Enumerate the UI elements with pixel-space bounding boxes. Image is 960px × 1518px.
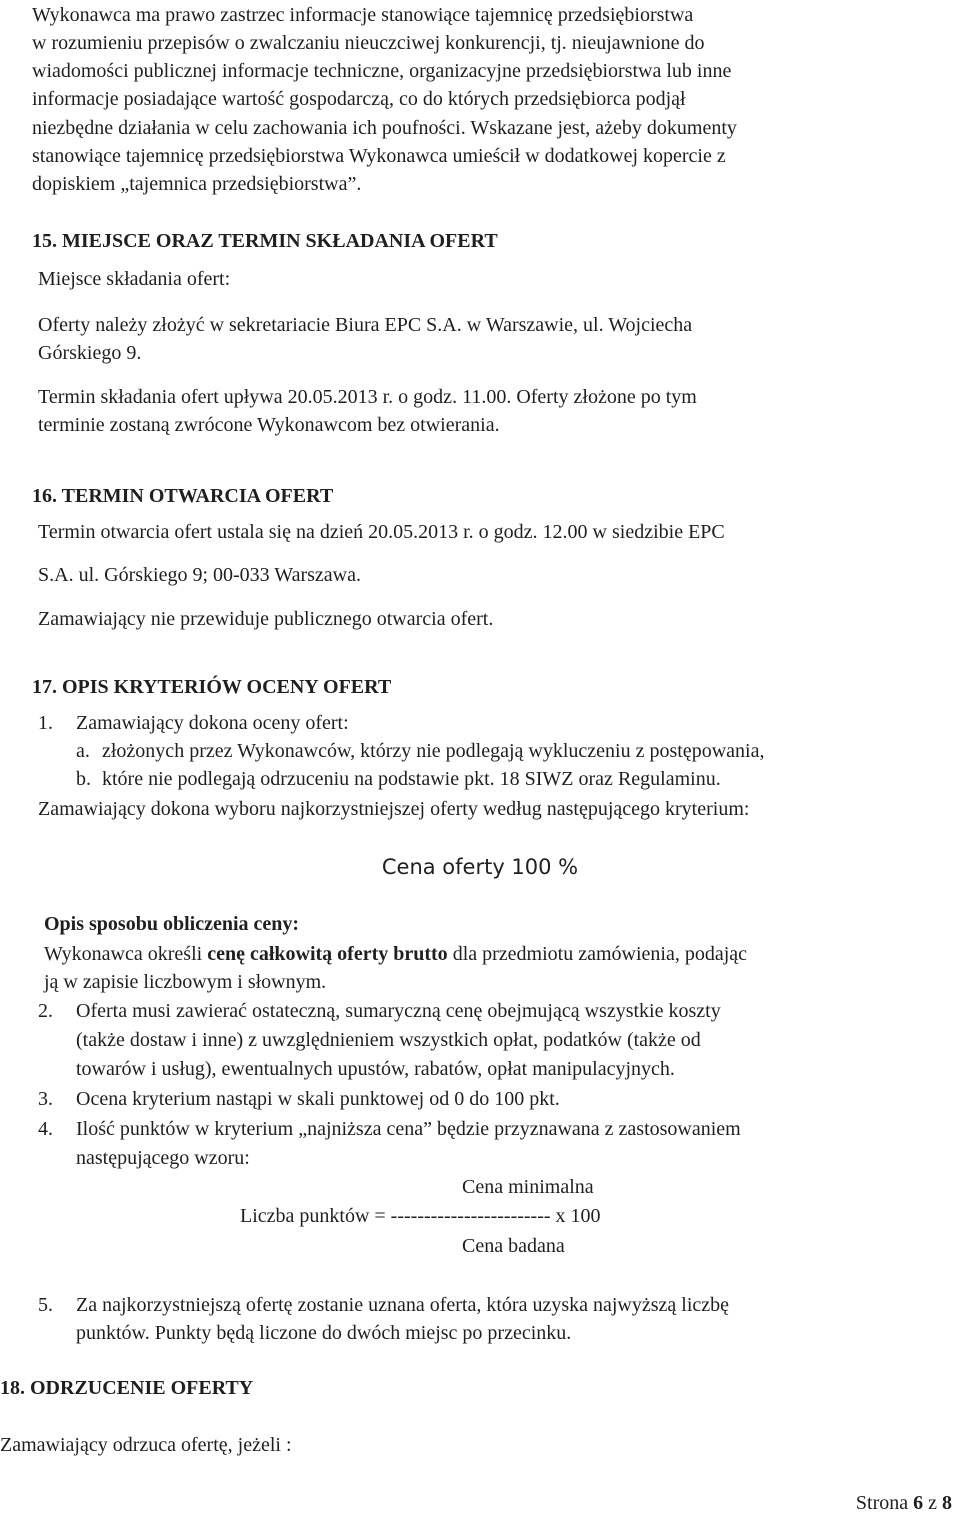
item-1a-letter: a. xyxy=(76,740,90,762)
item-5-line-1: Za najkorzystniejszą ofertę zostanie uznana oferta, która uzyska najwyższą liczbę xyxy=(76,1294,730,1316)
section-15-heading: 15. MIEJSCE ORAZ TERMIN SKŁADANIA OFERT xyxy=(32,230,498,252)
formula-numerator: Cena minimalna xyxy=(462,1176,594,1198)
opening-line-3: Zamawiający nie przewiduje publicznego otwarcia ofert. xyxy=(38,608,494,630)
place-label: Miejsce składania ofert: xyxy=(38,268,231,290)
place-line-2: Górskiego 9. xyxy=(38,342,142,364)
intro-line-5: niezbędne działania w celu zachowania ich poufności. Wskazane jest, ażeby dokumenty xyxy=(32,117,737,139)
item-2-line-1: Oferta musi zawierać ostateczną, sumaryczną cenę obejmującą wszystkie koszty xyxy=(76,1000,721,1022)
page-prefix: Strona xyxy=(855,1492,909,1514)
criterion-label: Cena oferty 100 % xyxy=(381,855,579,879)
item-3-number: 3. xyxy=(38,1088,53,1110)
page-total: 8 xyxy=(942,1492,952,1514)
item-1-text: Zamawiający dokona oceny ofert: xyxy=(76,712,349,734)
intro-line-1: Wykonawca ma prawo zastrzec informacje stanowiące tajemnicę przedsiębiorstwa xyxy=(32,4,694,26)
page-separator: z xyxy=(928,1492,937,1514)
item-1b-text: które nie podlegają odrzuceniu na podstawie pkt. 18 SIWZ oraz Regulaminu. xyxy=(102,768,721,790)
intro-line-6: stanowiące tajemnicę przedsiębiorstwa Wykonawca umieścił w dodatkowej kopercie z xyxy=(32,145,726,167)
intro-line-4: informacje posiadające wartość gospodarczą, co do których przedsiębiorca podjął xyxy=(32,88,686,110)
item-1b-letter: b. xyxy=(76,768,91,790)
item-3-text: Ocena kryterium nastąpi w skali punktowej od 0 do 100 pkt. xyxy=(76,1088,560,1110)
formula-main: Liczba punktów = ------------------------ x 100 xyxy=(240,1205,601,1227)
intro-line-3: wiadomości publicznej informacje techniczne, organizacyjne przedsiębiorstwa lub inne xyxy=(32,60,732,82)
item-4-line-2: następującego wzoru: xyxy=(76,1147,250,1169)
place-line-1: Oferty należy złożyć w sekretariacie Biura EPC S.A. w Warszawie, ul. Wojciecha xyxy=(38,314,693,336)
deadline-line-2: terminie zostaną zwrócone Wykonawcom bez otwierania. xyxy=(38,414,500,436)
choice-line: Zamawiający dokona wyboru najkorzystniejszej oferty według następującego kryterium: xyxy=(38,798,750,820)
rejection-line-1: Zamawiający odrzuca ofertę, jeżeli : xyxy=(0,1434,292,1456)
formula-denominator: Cena badana xyxy=(462,1235,565,1257)
section-16-heading: 16. TERMIN OTWARCIA OFERT xyxy=(32,485,334,507)
item-2-number: 2. xyxy=(38,1000,53,1022)
intro-line-2: w rozumieniu przepisów o zwalczaniu nieuczciwej konkurencji, tj. nieujawnione do xyxy=(32,32,705,54)
intro-line-7: dopiskiem „tajemnica przedsiębiorstwa”. xyxy=(32,173,362,195)
opening-line-1: Termin otwarcia ofert ustala się na dzień 20.05.2013 r. o godz. 12.00 w siedzibie EPC xyxy=(38,521,725,543)
section-17-heading: 17. OPIS KRYTERIÓW OCENY OFERT xyxy=(32,676,392,698)
method-line-1 xyxy=(44,939,956,969)
opening-line-2: S.A. ul. Górskiego 9; 00-033 Warszawa. xyxy=(38,564,361,586)
page-current: 6 xyxy=(913,1492,924,1514)
method-text-bold: cenę całkowitą oferty brutto xyxy=(207,943,448,965)
method-text-pre: Wykonawca określi xyxy=(44,943,203,965)
item-1a-text: złożonych przez Wykonawców, którzy nie podlegają wykluczeniu z postępowania, xyxy=(102,740,765,762)
item-4-line-1: Ilość punktów w kryterium „najniższa cena” będzie przyznawana z zastosowaniem xyxy=(76,1118,741,1140)
section-18-heading: 18. ODRZUCENIE OFERTY xyxy=(0,1377,254,1399)
method-line-2: ją w zapisie liczbowym i słownym. xyxy=(44,971,327,993)
method-text-post: dla przedmiotu zamówienia, podając xyxy=(452,943,748,965)
item-2-line-3: towarów i usług), ewentualnych upustów, rabatów, opłat manipulacyjnych. xyxy=(76,1058,675,1080)
item-1-number: 1. xyxy=(38,712,53,734)
item-4-number: 4. xyxy=(38,1118,53,1140)
item-2-line-2: (także dostaw i inne) z uwzględnieniem wszystkich opłat, podatków (także od xyxy=(76,1029,701,1051)
item-5-number: 5. xyxy=(38,1294,53,1316)
page-number xyxy=(856,1488,952,1518)
deadline-line-1: Termin składania ofert upływa 20.05.2013 r. o godz. 11.00. Oferty złożone po tym xyxy=(38,386,697,408)
item-5-line-2: punktów. Punkty będą liczone do dwóch miejsc po przecinku. xyxy=(76,1322,572,1344)
method-heading: Opis sposobu obliczenia ceny: xyxy=(44,913,300,935)
